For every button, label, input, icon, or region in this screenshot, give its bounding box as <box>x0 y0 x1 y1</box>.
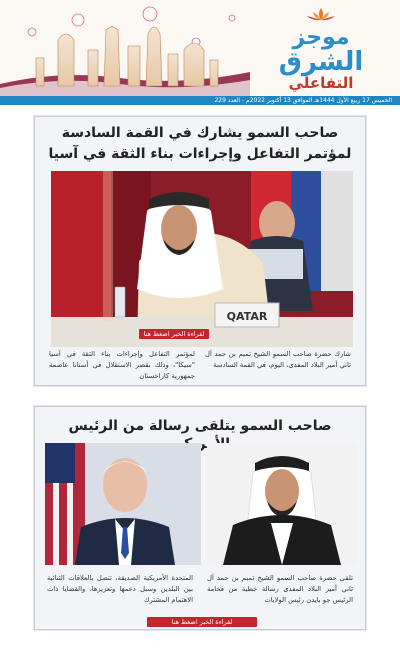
brand-subtitle: التفاعلي <box>288 74 354 92</box>
brand-title-line1: موجز <box>292 25 350 50</box>
article-text-column-left: لمؤتمر التفاعل وإجراءات بناء الثقة في آسيا "سيكا"، وذلك بقصر الاستقلال في أستانا عاصمة جمهورية كازاخستان <box>49 350 195 380</box>
issue-dateline: الخميس 17 ربيع الأول 1444هـ الموافق 13 أكتوبر 2022م - العدد 229 <box>0 96 400 105</box>
article-photo-emir[interactable] <box>207 443 357 565</box>
read-more-button[interactable]: لقراءة الخبر اضغط هنا <box>139 329 209 339</box>
article-text-column-right: شارك حضرة صاحب السمو الشيخ تميم بن حمد آل ثاني أمير البلاد المفدى، اليوم، في القمة السادسة <box>205 350 351 369</box>
article-card-asia-summit <box>34 116 366 386</box>
portrait-us-president <box>45 443 201 565</box>
article-text-column-right: تلقى حضرة صاحب السمو الشيخ تميم بن حمد آل ثاني أمير البلاد المفدى رسالة خطية من فخامة الرئيس جو بايدن رئيس الولايات <box>207 574 353 604</box>
summit-photo-illustration <box>51 171 353 347</box>
article-title[interactable]: صاحب السمو يشارك في القمة السادسة لمؤتمر التفاعل وإجراءات بناء الثقة في آسيا <box>48 125 352 162</box>
lotus-logo-icon <box>301 6 341 22</box>
masthead <box>0 0 400 96</box>
nameplate-text: QATAR <box>226 310 268 323</box>
portrait-emir <box>207 443 357 565</box>
article-text-column-left: المتحدة الأمريكية الصديقة، تتصل بالعلاقات الثنائية بين البلدين وسبل دعمها وتعزيزها، والقضايا ذات الاهتمام المشترك <box>47 574 193 604</box>
article-photo-us-president[interactable] <box>45 443 201 565</box>
article-card-us-letter <box>34 406 366 630</box>
brand-title-line2: الشرق <box>278 47 364 77</box>
read-more-button[interactable]: لقراءة الخبر اضغط هنا <box>147 617 257 627</box>
doha-skyline-illustration <box>0 0 250 96</box>
article-title[interactable]: صاحب السمو يتلقى رسالة من الرئيس <box>68 418 332 434</box>
brand-logo-block <box>256 6 386 92</box>
article-photo-summit[interactable] <box>51 171 353 347</box>
